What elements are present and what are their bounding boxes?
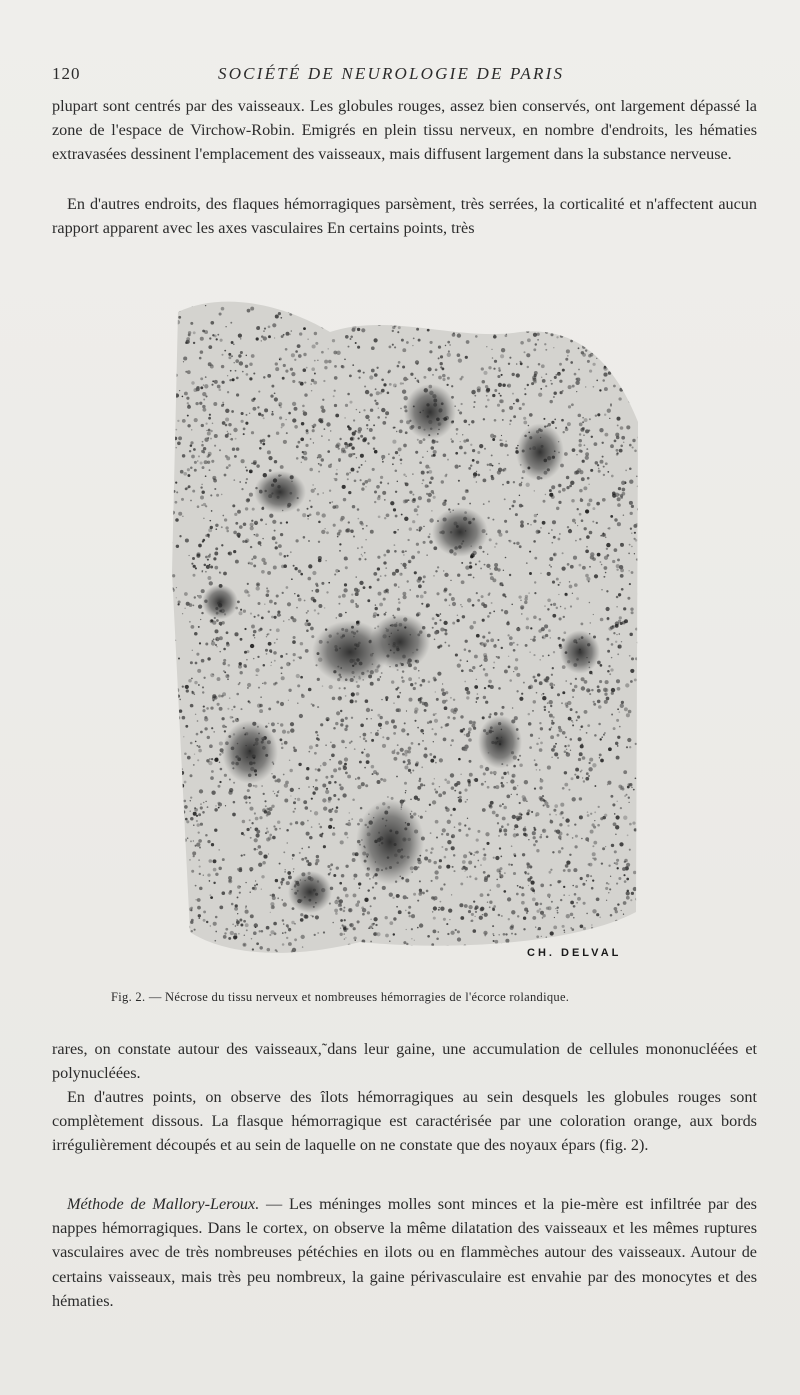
paragraph-1: plupart sont centrés par des vaisseaux. Les globules rouges, assez bien conservés, ont largement dépassé la zone de l'espace de Virchow-Robin. Emigrés en plein tissu nerveux, en nombre d'endroits, les hématies extravasées dessinent l'emplacement des vaisseaux, mais diffusent largement dans la substance nerveuse. — [52, 97, 757, 164]
method-text: — Les méninges molles sont minces et la pie-mère est infiltrée par des nappes hémorragiques. Dans le cortex, on observe la même dilatation des vaisseaux et les mêmes ruptures vasculaires avec de très nombreuses pétéchies en ilots ou en flammèches autour des vaisseaux. Autour de certains vaisseaux, mais très peu nombreux, la gaine périvasculaire est envahie par des monocytes et des hématies. — [52, 1195, 757, 1310]
histology-micrograph — [160, 272, 640, 962]
page-header — [52, 64, 757, 90]
paragraph-5 — [52, 1192, 757, 1313]
method-heading: Méthode de Mallory-Leroux. — [67, 1195, 260, 1213]
figure-caption: Fig. 2. — Nécrose du tissu nerveux et nombreuses hémorragies de l'écorce rolandique. — [111, 990, 570, 1004]
illustrator-credit: CH. DELVAL — [527, 947, 622, 959]
paragraph-2: En d'autres endroits, des flaques hémorragiques parsèment, très serrées, la corticalité et n'affectent aucun rapport apparent avec les axes vasculaires En certains points, très — [52, 195, 757, 238]
micrograph-image — [160, 272, 640, 962]
paragraph-4: En d'autres points, on observe des îlots hémorragiques au sein desquels les globules rouges sont complètement dissous. La flasque hémorragique est caractérisée par une coloration orange, aux bords irrégulièrement découpés et au sein de laquelle on ne constate que des noyaux épars (fig. 2). — [52, 1088, 757, 1155]
running-head: SOCIÉTÉ DE NEUROLOGIE DE PARIS — [218, 64, 565, 83]
paragraph-3: rares, on constate autour des vaisseaux,˜dans leur gaine, une accumulation de cellules mononucléées et polynucléées. — [52, 1040, 757, 1083]
page-number: 120 — [52, 64, 81, 83]
